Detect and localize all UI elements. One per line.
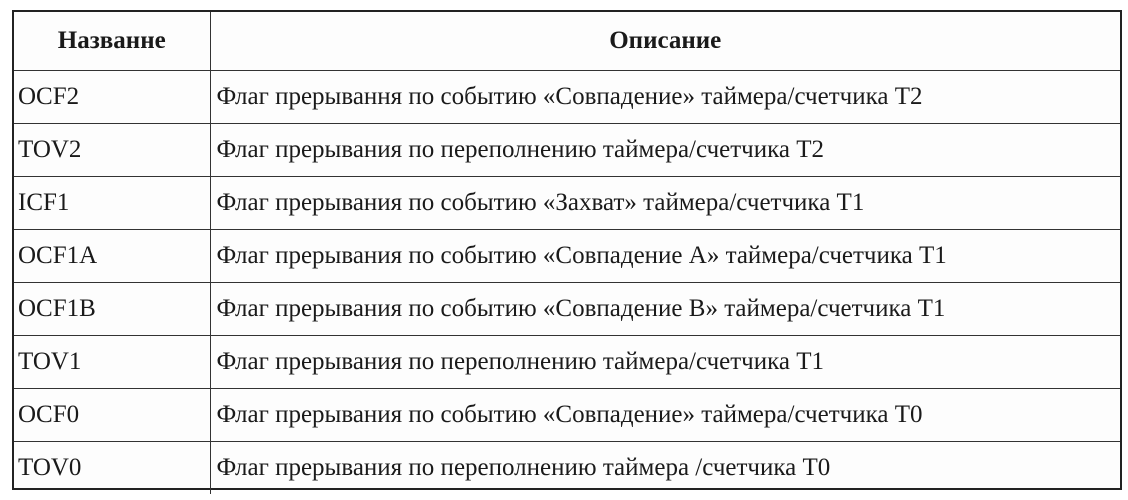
table-row <box>14 177 1120 230</box>
flag-name-cell: OCF1B <box>14 283 210 336</box>
flag-description-cell: Флаг прерывания по переполнению таймера/счетчика Т1 <box>210 336 1120 389</box>
flag-name-cell: OCF1A <box>14 230 210 283</box>
table-body <box>14 71 1120 495</box>
table-row <box>14 230 1120 283</box>
table-row <box>14 389 1120 442</box>
flag-description-cell: Флаг прерывания по событию «Совпадение В» таймера/счетчика Т1 <box>210 283 1120 336</box>
flag-name-cell: TOV1 <box>14 336 210 389</box>
table-row <box>14 442 1120 495</box>
flag-name-cell: TOV2 <box>14 124 210 177</box>
flags-table <box>14 12 1120 494</box>
column-header-name: Названне <box>14 12 210 71</box>
flag-description-cell: Флаг прерывания по событию «Совпадение» таймера/счетчика Т0 <box>210 389 1120 442</box>
table-row <box>14 124 1120 177</box>
table-row <box>14 71 1120 124</box>
flag-description-cell: Флаг прерывания по событию «Совпадение А» таймера/счетчика Т1 <box>210 230 1120 283</box>
flag-name-cell: OCF0 <box>14 389 210 442</box>
column-header-description: Описание <box>210 12 1120 71</box>
flag-name-cell: TOV0 <box>14 442 210 495</box>
flag-name-cell: ICF1 <box>14 177 210 230</box>
header-row <box>14 12 1120 71</box>
flag-description-cell: Флаг прерывания по событию «Захват» таймера/счетчика Т1 <box>210 177 1120 230</box>
interrupt-flags-table <box>12 10 1122 490</box>
table-header <box>14 12 1120 71</box>
table-row <box>14 336 1120 389</box>
flag-name-cell: OCF2 <box>14 71 210 124</box>
flag-description-cell: Флаг прерывания по переполнению таймера /счетчика Т0 <box>210 442 1120 495</box>
table-row <box>14 283 1120 336</box>
flag-description-cell: Флаг прерывания по переполнению таймера/счетчика Т2 <box>210 124 1120 177</box>
flag-description-cell: Флаг прерывання по событию «Совпадение» таймера/счетчика T2 <box>210 71 1120 124</box>
